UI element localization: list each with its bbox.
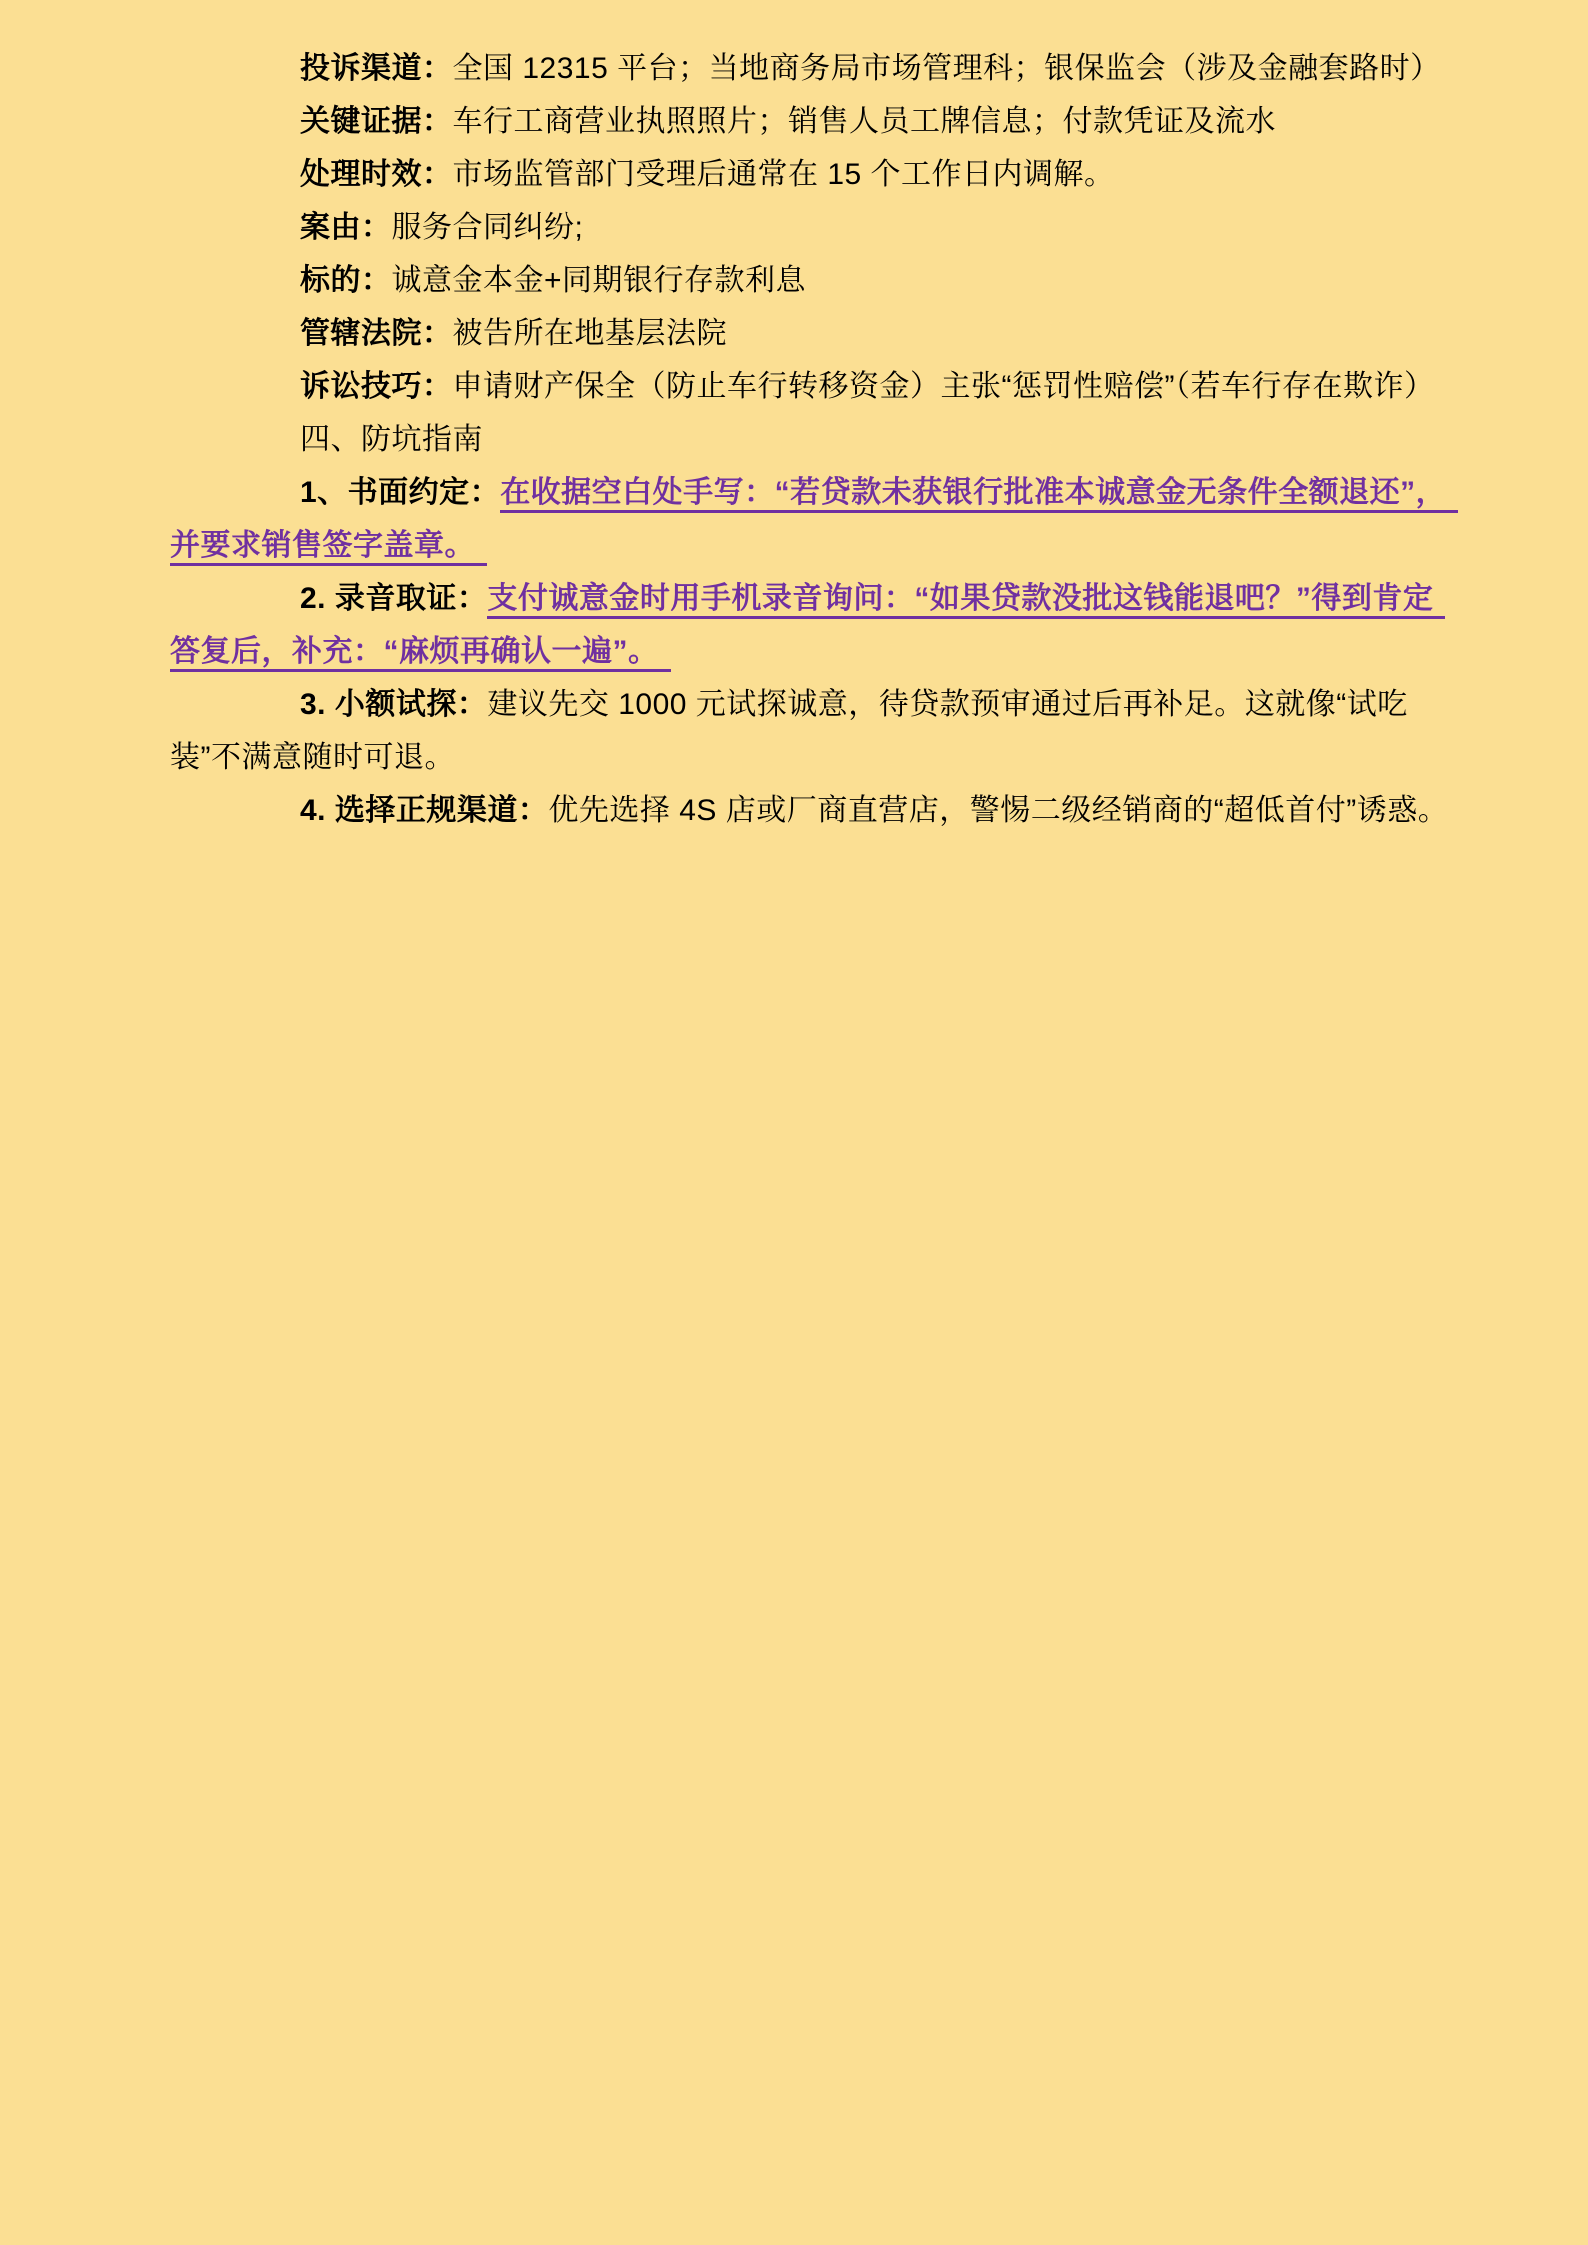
text-label: 标的： (300, 264, 392, 297)
text-line (170, 307, 1476, 360)
text-line (170, 254, 1476, 307)
text-label: 处理时效： (300, 158, 453, 191)
text-line (170, 784, 1476, 837)
text-run: 市场监管部门受理后通常在 15 个工作日内调解。 (452, 158, 1115, 191)
text-line (170, 201, 1476, 254)
text-line (170, 360, 1476, 413)
text-line (170, 95, 1476, 148)
text-run: 四、防坑指南 (300, 423, 483, 456)
text-line (170, 572, 1476, 625)
text-run: 诚意金本金+同期银行存款利息 (391, 264, 807, 297)
text-line (170, 148, 1476, 201)
text-run: 车行工商营业执照照片；销售人员工牌信息；付款凭证及流水 (452, 105, 1276, 138)
document-body (0, 0, 1588, 837)
text-run: 申请财产保全（防止车行转移资金）主张“惩罚性赔偿”（若车行存在欺诈） (452, 370, 1435, 403)
underlined-text: 在收据空白处手写：“若贷款未获银行批准本诚意金无条件全额退还”， (500, 476, 1458, 513)
text-run: 被告所在地基层法院 (452, 317, 727, 350)
underlined-text: 并要求销售签字盖章。 (170, 529, 487, 566)
text-line (170, 731, 1476, 784)
text-run: 全国 12315 平台；当地商务局市场管理科；银保监会（涉及金融套路时） (452, 52, 1441, 85)
text-label: 投诉渠道： (300, 52, 453, 85)
text-line (170, 413, 1476, 466)
text-line (170, 42, 1476, 95)
text-line (170, 625, 1476, 678)
text-label: 案由： (300, 211, 392, 244)
text-line (170, 678, 1476, 731)
text-label: 诉讼技巧： (300, 370, 453, 403)
text-label: 关键证据： (300, 105, 453, 138)
text-label: 4. 选择正规渠道： (300, 794, 549, 827)
text-run: 优先选择 4S 店或厂商直营店，警惕二级经销商的“超低首付”诱惑。 (548, 794, 1449, 827)
underlined-text: 答复后，补充：“麻烦再确认一遍”。 (170, 635, 671, 672)
text-run: 服务合同纠纷; (391, 211, 584, 244)
text-label: 3. 小额试探： (300, 688, 488, 721)
text-run: 建议先交 1000 元试探诚意，待贷款预审通过后再补足。这就像“试吃 (487, 688, 1408, 721)
text-label: 管辖法院： (300, 317, 453, 350)
text-label: 2. 录音取证： (300, 582, 488, 615)
text-line (170, 519, 1476, 572)
text-label: 1、书面约定： (300, 476, 501, 509)
underlined-text: 支付诚意金时用手机录音询问：“如果贷款没批这钱能退吧？”得到肯定 (487, 582, 1445, 619)
text-line (170, 466, 1476, 519)
text-run: 装”不满意随时可退。 (170, 741, 455, 774)
